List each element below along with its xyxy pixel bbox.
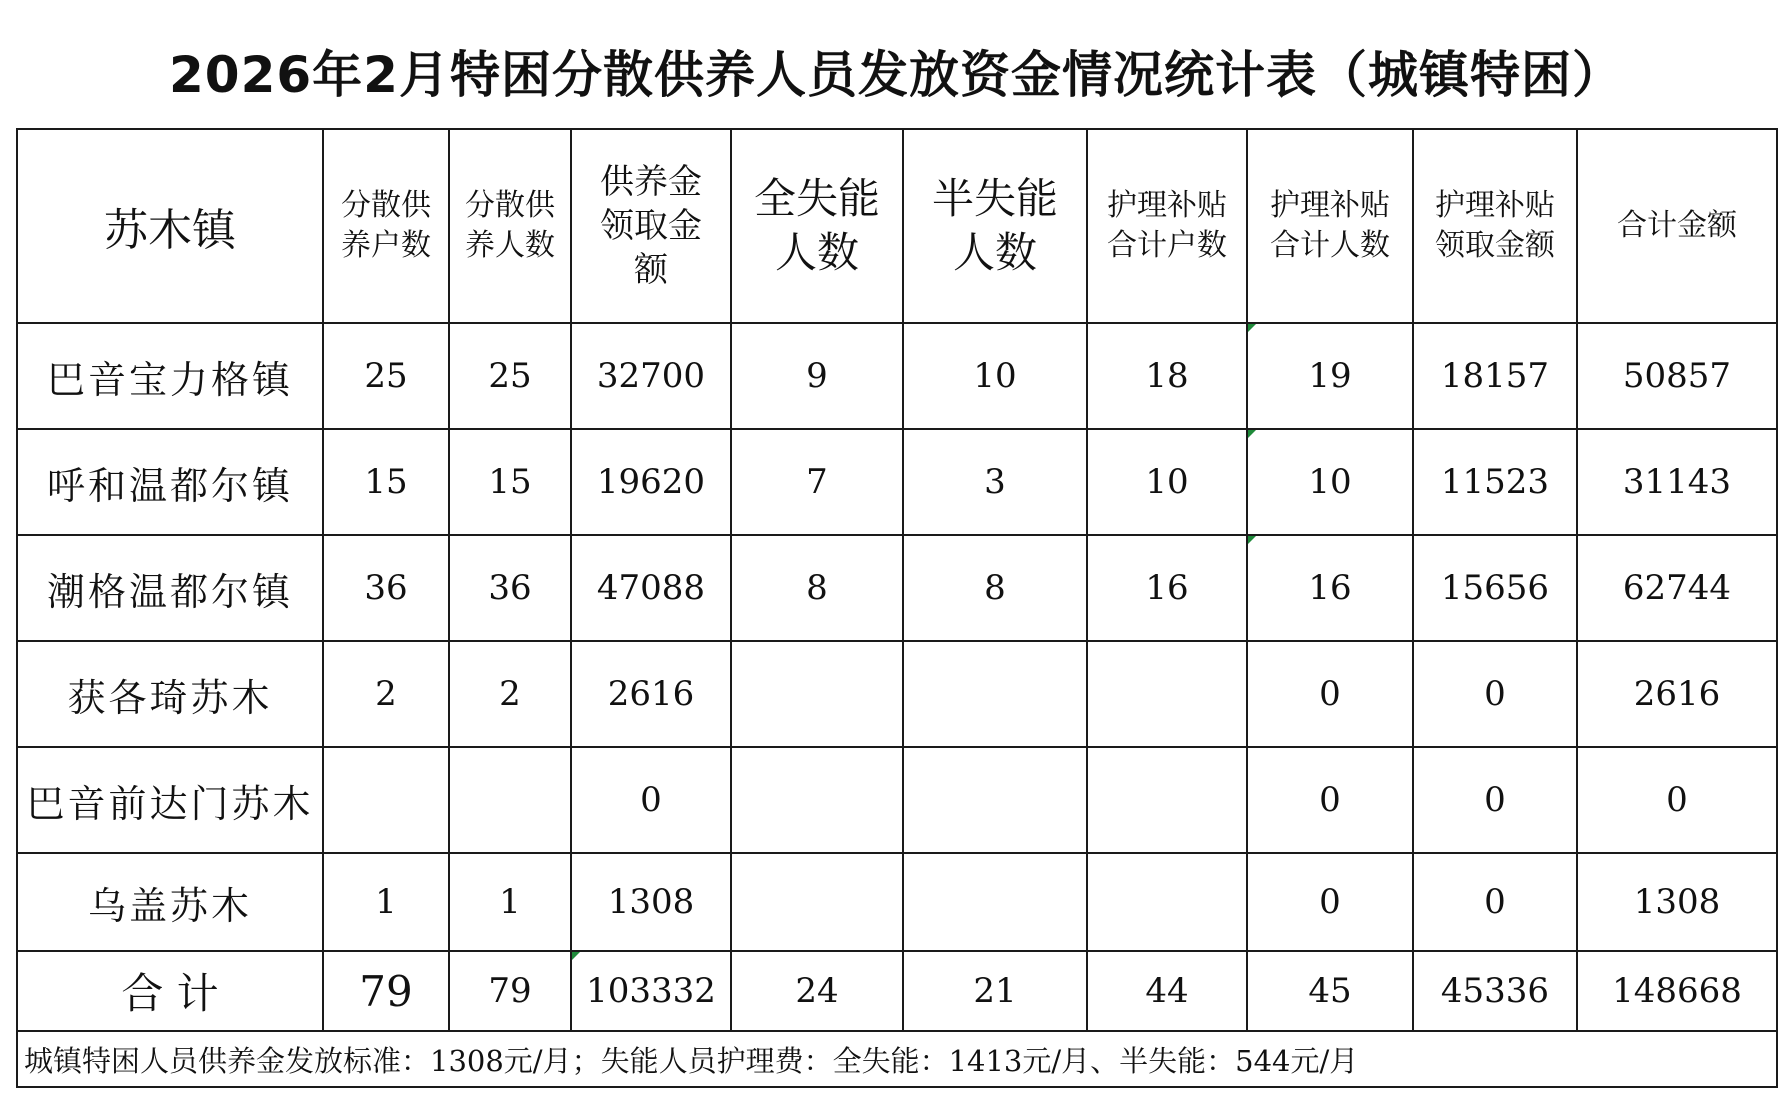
cell-care-persons[interactable]: 0 [1247, 853, 1413, 951]
cell-half-disability[interactable]: 8 [903, 535, 1087, 641]
cell-township[interactable]: 巴音宝力格镇 [17, 323, 323, 429]
header-care-amount[interactable] [1413, 129, 1577, 323]
note-row [17, 1031, 1777, 1087]
cell-full-disability[interactable]: 9 [731, 323, 903, 429]
total-persons[interactable]: 79 [449, 951, 571, 1031]
total-households[interactable]: 79 [323, 951, 449, 1031]
header-total-amount[interactable]: 合计金额 [1577, 129, 1777, 323]
header-care-persons-text: 护理补贴合计人数 [1270, 188, 1390, 263]
cell-total-amount[interactable]: 0 [1577, 747, 1777, 853]
footnote[interactable]: 城镇特困人员供养金发放标准：1308元/月；失能人员护理费：全失能：1413元/月、半失能：544元/月 [17, 1031, 1777, 1087]
cell-township[interactable]: 乌盖苏木 [17, 853, 323, 951]
total-care-persons[interactable]: 45 [1247, 951, 1413, 1031]
cell-care-amount[interactable]: 15656 [1413, 535, 1577, 641]
cell-full-disability[interactable] [731, 853, 903, 951]
table-row [17, 853, 1777, 951]
header-care-amount-text: 护理补贴领取金额 [1435, 188, 1555, 263]
cell-care-persons[interactable]: 0 [1247, 747, 1413, 853]
cell-care-households[interactable]: 18 [1087, 323, 1247, 429]
total-half-disability[interactable]: 21 [903, 951, 1087, 1031]
cell-township[interactable]: 呼和温都尔镇 [17, 429, 323, 535]
cell-households[interactable]: 36 [323, 535, 449, 641]
cell-half-disability[interactable]: 3 [903, 429, 1087, 535]
header-half-disability-text: 半失能人数 [931, 174, 1058, 277]
header-persons[interactable] [449, 129, 571, 323]
cell-support-amount[interactable]: 19620 [571, 429, 731, 535]
cell-support-amount[interactable]: 2616 [571, 641, 731, 747]
header-half-disability[interactable] [903, 129, 1087, 323]
cell-support-amount[interactable]: 0 [571, 747, 731, 853]
cell-care-amount[interactable]: 0 [1413, 747, 1577, 853]
header-full-disability-text: 全失能人数 [753, 174, 880, 277]
cell-full-disability[interactable]: 8 [731, 535, 903, 641]
header-households-text: 分散供养户数 [341, 188, 431, 263]
spreadsheet [16, 14, 1776, 1094]
cell-care-households[interactable] [1087, 641, 1247, 747]
cell-half-disability[interactable]: 10 [903, 323, 1087, 429]
cell-households[interactable]: 15 [323, 429, 449, 535]
table-row [17, 747, 1777, 853]
total-care-amount[interactable]: 45336 [1413, 951, 1577, 1031]
header-households[interactable] [323, 129, 449, 323]
total-label[interactable]: 合 计 [17, 951, 323, 1031]
header-support-amount[interactable] [571, 129, 731, 323]
header-full-disability[interactable] [731, 129, 903, 323]
cell-full-disability[interactable] [731, 641, 903, 747]
cell-persons[interactable] [449, 747, 571, 853]
header-township[interactable]: 苏木镇 [17, 129, 323, 323]
total-total-amount[interactable]: 148668 [1577, 951, 1777, 1031]
cell-households[interactable]: 25 [323, 323, 449, 429]
cell-total-amount[interactable]: 50857 [1577, 323, 1777, 429]
cell-persons[interactable]: 25 [449, 323, 571, 429]
cell-care-households[interactable] [1087, 747, 1247, 853]
cell-households[interactable] [323, 747, 449, 853]
cell-total-amount[interactable]: 62744 [1577, 535, 1777, 641]
cell-township[interactable]: 巴音前达门苏木 [17, 747, 323, 853]
table-row [17, 323, 1777, 429]
cell-care-amount[interactable]: 11523 [1413, 429, 1577, 535]
cell-care-households[interactable] [1087, 853, 1247, 951]
header-care-persons[interactable] [1247, 129, 1413, 323]
cell-households[interactable]: 2 [323, 641, 449, 747]
cell-total-amount[interactable]: 1308 [1577, 853, 1777, 951]
cell-support-amount[interactable]: 1308 [571, 853, 731, 951]
cell-total-amount[interactable]: 2616 [1577, 641, 1777, 747]
total-row [17, 951, 1777, 1031]
cell-care-households[interactable]: 16 [1087, 535, 1247, 641]
cell-care-amount[interactable]: 0 [1413, 641, 1577, 747]
cell-persons[interactable]: 15 [449, 429, 571, 535]
cell-care-persons[interactable]: 10 [1247, 429, 1413, 535]
cell-full-disability[interactable]: 7 [731, 429, 903, 535]
cell-township[interactable]: 获各琦苏木 [17, 641, 323, 747]
cell-half-disability[interactable] [903, 853, 1087, 951]
total-care-households[interactable]: 44 [1087, 951, 1247, 1031]
cell-persons[interactable]: 36 [449, 535, 571, 641]
cell-total-amount[interactable]: 31143 [1577, 429, 1777, 535]
cell-care-persons[interactable]: 16 [1247, 535, 1413, 641]
statistics-table [16, 128, 1778, 1088]
header-care-households-text: 护理补贴合计户数 [1107, 188, 1227, 263]
cell-support-amount[interactable]: 32700 [571, 323, 731, 429]
cell-care-amount[interactable]: 18157 [1413, 323, 1577, 429]
total-support-amount[interactable]: 103332 [571, 951, 731, 1031]
cell-households[interactable]: 1 [323, 853, 449, 951]
cell-persons[interactable]: 2 [449, 641, 571, 747]
header-persons-text: 分散供养人数 [465, 188, 555, 263]
total-full-disability[interactable]: 24 [731, 951, 903, 1031]
header-row [17, 129, 1777, 323]
cell-full-disability[interactable] [731, 747, 903, 853]
header-support-amount-text: 供养金领取金额 [600, 162, 702, 290]
cell-township[interactable]: 潮格温都尔镇 [17, 535, 323, 641]
table-title: 2026年2月特困分散供养人员发放资金情况统计表（城镇特困） [169, 46, 1623, 104]
cell-half-disability[interactable] [903, 641, 1087, 747]
table-row [17, 429, 1777, 535]
table-row [17, 641, 1777, 747]
cell-half-disability[interactable] [903, 747, 1087, 853]
table-row [17, 535, 1777, 641]
cell-support-amount[interactable]: 47088 [571, 535, 731, 641]
cell-care-amount[interactable]: 0 [1413, 853, 1577, 951]
cell-persons[interactable]: 1 [449, 853, 571, 951]
header-care-households[interactable] [1087, 129, 1247, 323]
cell-care-persons[interactable]: 0 [1247, 641, 1413, 747]
cell-care-households[interactable]: 10 [1087, 429, 1247, 535]
cell-care-persons[interactable]: 19 [1247, 323, 1413, 429]
